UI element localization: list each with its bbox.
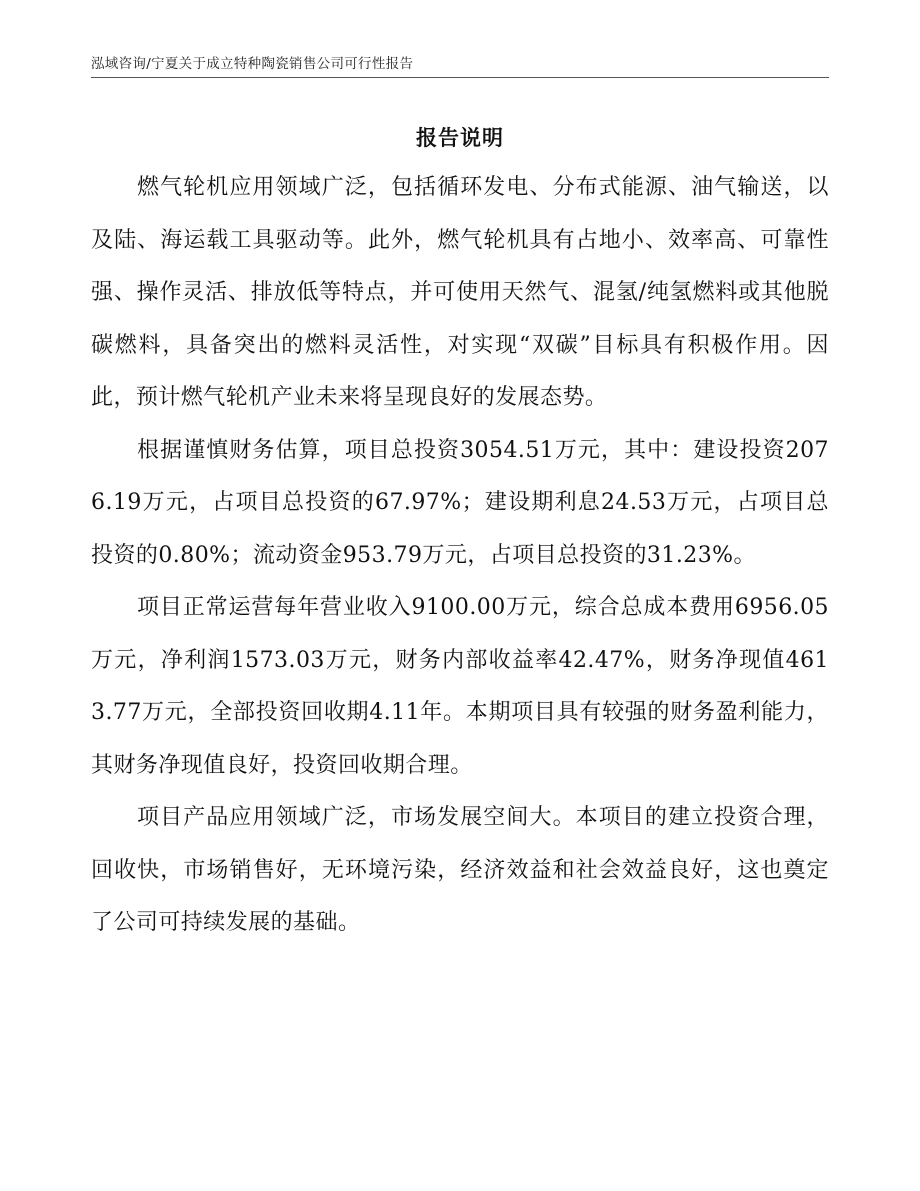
paragraph-investment-estimate: 根据谨慎财务估算，项目总投资3054.51万元，其中：建设投资2076.19万元，占项目总投资的67.97%；建设期利息24.53万元，占项目总投资的0.80%；流动资金953.79万元，占项目总投资的31.23%。 <box>91 437 829 568</box>
paragraph-conclusion: 项目产品应用领域广泛，市场发展空间大。本项目的建立投资合理，回收快，市场销售好，无环境污染，经济效益和社会效益良好，这也奠定了公司可持续发展的基础。 <box>91 805 829 935</box>
page-title: 报告说明 <box>416 126 504 150</box>
paragraph-financial-returns: 项目正常运营每年营业收入9100.00万元，综合总成本费用6956.05万元，净利润1573.03万元，财务内部收益率42.47%，财务净现值4613.77万元，全部投资回收期4.11年。本期项目具有较强的财务盈利能力，其财务净现值良好，投资回收期合理。 <box>91 595 829 778</box>
running-header: 泓域咨询/宁夏关于成立特种陶瓷销售公司可行性报告 <box>91 56 414 72</box>
header-divider <box>91 77 829 78</box>
report-body <box>91 162 829 950</box>
paragraph-industry-outlook: 燃气轮机应用领域广泛，包括循环发电、分布式能源、油气输送，以及陆、海运载工具驱动等。此外，燃气轮机具有占地小、效率高、可靠性强、操作灵活、排放低等特点，并可使用天然气、混氢/纯氢燃料或其他脱碳燃料，具备突出的燃料灵活性，对实现“双碳”目标具有积极作用。因此，预计燃气轮机产业未来将呈现良好的发展态势。 <box>91 175 829 410</box>
